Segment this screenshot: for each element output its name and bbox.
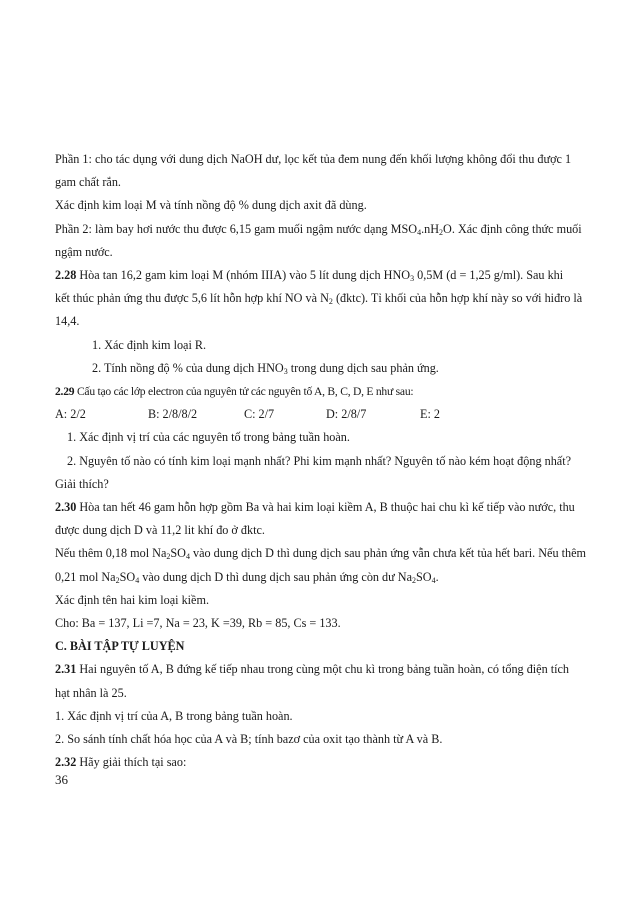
subscript: 2: [328, 297, 333, 307]
q230-line4-text2: SO: [119, 569, 136, 584]
question-number: 2.28: [55, 268, 77, 283]
q230-line1: Hòa tan hết 46 gam hỗn hợp gồm Ba và hai kim loại kiềm A, B thuộc hai chu kì kế tiếp vào nước, thu: [76, 500, 575, 515]
q230-line3-text2: SO: [170, 546, 186, 561]
part2-line1-text: Phần 2: làm bay hơi nước thu được 6,15 gam muối ngậm nước dạng MSO: [55, 221, 418, 236]
q230-line4-text4: SO: [416, 569, 432, 584]
page-number: 36: [55, 772, 68, 787]
section-heading-c: C. BÀI TẬP TỰ LUYỆN: [55, 639, 185, 654]
q230-line3-text: Nếu thêm 0,18 mol Na: [55, 546, 167, 561]
question-number: 2.29: [55, 385, 75, 399]
subscript: 2: [412, 575, 417, 585]
subscript: 3: [283, 366, 288, 376]
part2-line2: ngậm nước.: [55, 244, 113, 259]
q231-line1: Hai nguyên tố A, B đứng kế tiếp nhau trong cùng một chu kì trong bảng tuần hoàn, có tổng điện tích: [76, 662, 569, 677]
question-2-28: [55, 264, 595, 334]
subscript: 4: [417, 227, 422, 237]
config-b: B: 2/8/8/2: [148, 407, 198, 422]
q231-line2: hạt nhân là 25.: [55, 685, 127, 700]
q228-sub2-text2: trong dung dịch sau phản ứng.: [287, 360, 439, 375]
subscript: 4: [431, 575, 436, 585]
q229-subitem-2-cont: Giải thích?: [55, 476, 109, 491]
subscript: 4: [185, 552, 190, 562]
q231-subitem-1: 1. Xác định vị trí của A, B trong bảng tuần hoàn.: [55, 708, 293, 723]
q228-line1-text2: 0,5M (d = 1,25 g/ml). Sau khi: [414, 268, 564, 283]
subscript: 2: [115, 575, 120, 585]
part1-paragraph: [55, 148, 595, 194]
q228-line2-text: kết thúc phản ứng thu được 5,6 lít hỗn hợp khí NO và N: [55, 291, 329, 306]
q228-sub2-text: 2. Tính nồng độ % của dung dịch HNO: [92, 360, 284, 375]
question-2-31: [55, 658, 595, 704]
electron-configurations: [55, 403, 595, 426]
document-body: [55, 148, 595, 774]
subscript: 3: [410, 274, 415, 284]
q228-line3: 14,4.: [55, 314, 80, 329]
subscript: 2: [439, 227, 444, 237]
question-number: 2.30: [55, 500, 77, 515]
question-2-29: [55, 380, 595, 403]
q230-line2: được dung dịch D và 11,2 lit khí đo ở đktc.: [55, 523, 265, 538]
config-e: E: 2: [420, 407, 440, 422]
question-2-32: [55, 751, 595, 774]
q228-line2-text2: (đktc). Tỉ khối của hỗn hợp khí này so với hiđro là: [332, 291, 583, 306]
part2-line1-text3: O. Xác định công thức muối: [443, 221, 582, 236]
part1-line2: gam chất rắn.: [55, 175, 121, 190]
q230-line3-text3: vào dung dịch D thì dung dịch sau phản ứng vẫn chưa kết tủa hết bari. Nếu thêm: [189, 546, 586, 561]
q232-text: Hãy giải thích tại sao:: [76, 755, 187, 770]
part2-paragraph: [55, 218, 595, 264]
config-d: D: 2/8/7: [326, 407, 367, 422]
part2-line1-text2: .nH: [421, 221, 440, 236]
part1-line1: Phần 1: cho tác dụng với dung dịch NaOH dư, lọc kết tủa đem nung đến khối lượng không đổi thu được 1: [55, 152, 572, 166]
subscript: 4: [135, 575, 140, 585]
q228-line1-text: Hòa tan 16,2 gam kim loại M (nhóm IIIA) vào 5 lít dung dịch HNO: [76, 268, 411, 283]
q229-text: Cấu tạo các lớp electron của nguyên tử các nguyên tố A, B, C, D, E như sau:: [74, 385, 414, 399]
q230-line4-text: 0,21 mol Na: [55, 569, 116, 584]
question-2-30: [55, 496, 595, 542]
q230-line6: Cho: Ba = 137, Li =7, Na = 23, K =39, Rb = 85, Cs = 133.: [55, 616, 341, 631]
q230-line5: Xác định tên hai kim loại kiềm.: [55, 592, 209, 607]
config-c: C: 2/7: [244, 407, 275, 422]
q228-subitem-2: [55, 357, 595, 380]
config-a: A: 2/2: [55, 407, 86, 422]
q228-subitem-1: 1. Xác định kim loại R.: [92, 337, 207, 352]
subscript: 2: [166, 552, 171, 562]
q229-subitem-1: 1. Xác định vị trí của các nguyên tố trong bảng tuần hoàn.: [67, 430, 350, 445]
q230-line4-text5: .: [435, 569, 439, 584]
q229-subitem-2: 2. Nguyên tố nào có tính kim loại mạnh nhất? Phi kim mạnh nhất? Nguyên tố nào kém hoạt động nhất?: [67, 453, 571, 468]
question-number: 2.31: [55, 662, 77, 677]
q230-paragraph-2: [55, 542, 595, 588]
q231-subitem-2: 2. So sánh tính chất hóa học của A và B; tính bazơ của oxit tạo thành từ A và B.: [55, 732, 443, 747]
question-number: 2.32: [55, 755, 77, 770]
determine-metal-paragraph: Xác định kim loại M và tính nồng độ % dung dịch axit đã dùng.: [55, 198, 367, 213]
q230-line4-text3: vào dung dịch D thì dung dịch sau phản ứng còn dư Na: [139, 569, 413, 584]
